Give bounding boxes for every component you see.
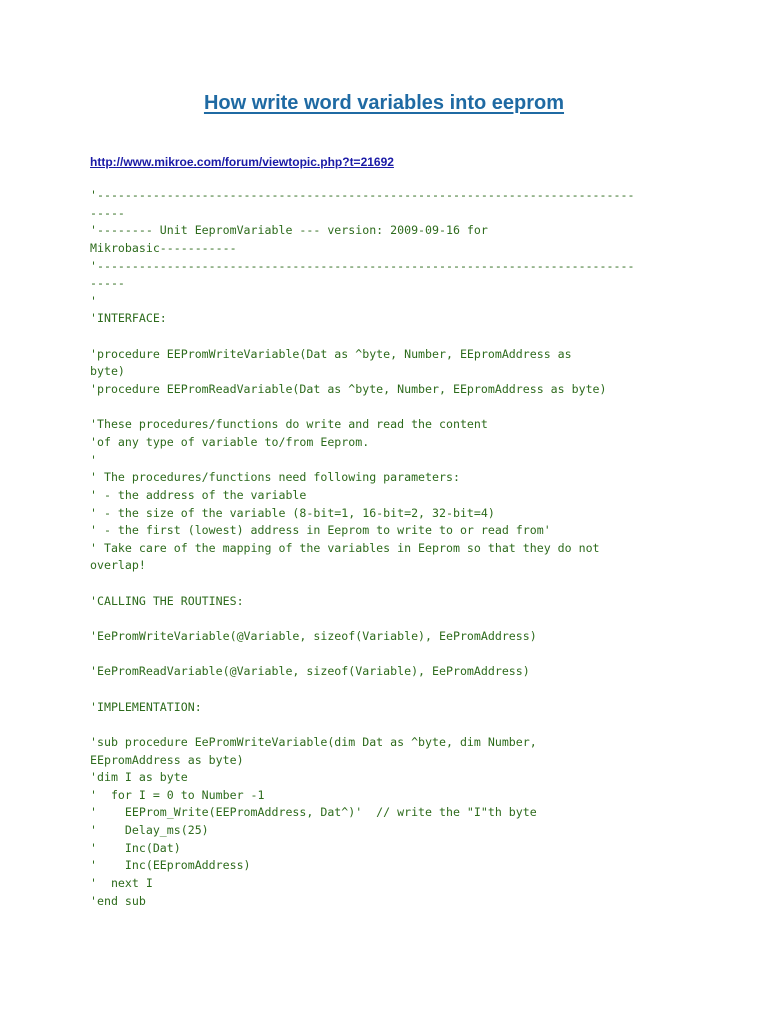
code-line: ' - the size of the variable (8-bit=1, 16-bit=2, 32-bit=4)	[90, 505, 495, 520]
code-line: Mikrobasic-----------	[90, 240, 237, 255]
code-line: ' next I	[90, 875, 153, 890]
code-line: 'CALLING THE ROUTINES:	[90, 593, 244, 608]
code-line: 'of any type of variable to/from Eeprom.	[90, 434, 370, 449]
code-block	[90, 187, 690, 910]
code-line: 'INTERFACE:	[90, 311, 167, 326]
code-line: 'procedure EEPromWriteVariable(Dat as ^byte, Number, EEpromAddress as	[90, 346, 572, 361]
code-line: -----	[90, 205, 125, 220]
code-line: '-------- Unit EepromVariable --- version: 2009-09-16 for	[90, 223, 488, 238]
code-line: 'sub procedure EePromWriteVariable(dim Dat as ^byte, dim Number,	[90, 734, 537, 749]
code-line: ' EEProm_Write(EEPromAddress, Dat^)' // write the "I"th byte	[90, 805, 537, 820]
code-line	[90, 610, 690, 628]
forum-link[interactable]: http://www.mikroe.com/forum/viewtopic.php?t=21692	[90, 155, 394, 169]
code-line: overlap!	[90, 558, 146, 573]
code-line: ' Inc(EEpromAddress)	[90, 858, 251, 873]
code-line: 'dim I as byte	[90, 770, 188, 785]
code-line	[90, 681, 690, 699]
code-line: '	[90, 293, 97, 308]
code-line: 'end sub	[90, 893, 146, 908]
code-line: '-----------------------------------------------------------------------------	[90, 188, 635, 202]
code-line: ' for I = 0 to Number -1	[90, 787, 265, 802]
document-title: How write word variables into eeprom	[203, 92, 565, 114]
code-line: ' Inc(Dat)	[90, 840, 181, 855]
code-line: 'IMPLEMENTATION:	[90, 699, 202, 714]
code-line	[90, 399, 690, 417]
code-line: ' Take care of the mapping of the variables in Eeprom so that they do not	[90, 540, 600, 555]
code-line: byte)	[90, 364, 125, 379]
code-line: -----	[90, 276, 125, 291]
code-line: ' Delay_ms(25)	[90, 823, 209, 838]
code-line: '	[90, 452, 97, 467]
code-line: 'These procedures/functions do write and read the content	[90, 417, 488, 432]
code-line: 'EePromWriteVariable(@Variable, sizeof(Variable), EePromAddress)	[90, 629, 537, 644]
code-line: 'procedure EEPromReadVariable(Dat as ^byte, Number, EEpromAddress as byte)	[90, 382, 607, 397]
code-line: 'EePromReadVariable(@Variable, sizeof(Variable), EePromAddress)	[90, 664, 530, 679]
code-line	[90, 716, 690, 734]
code-line	[90, 646, 690, 664]
code-line: ' The procedures/functions need following parameters:	[90, 470, 460, 485]
code-line: '-----------------------------------------------------------------------------	[90, 258, 635, 273]
code-line	[90, 575, 690, 593]
code-line	[90, 328, 690, 346]
code-line: ' - the first (lowest) address in Eeprom to write to or read from'	[90, 523, 551, 538]
code-line: EEpromAddress as byte)	[90, 752, 244, 767]
code-line: ' - the address of the variable	[90, 487, 307, 502]
